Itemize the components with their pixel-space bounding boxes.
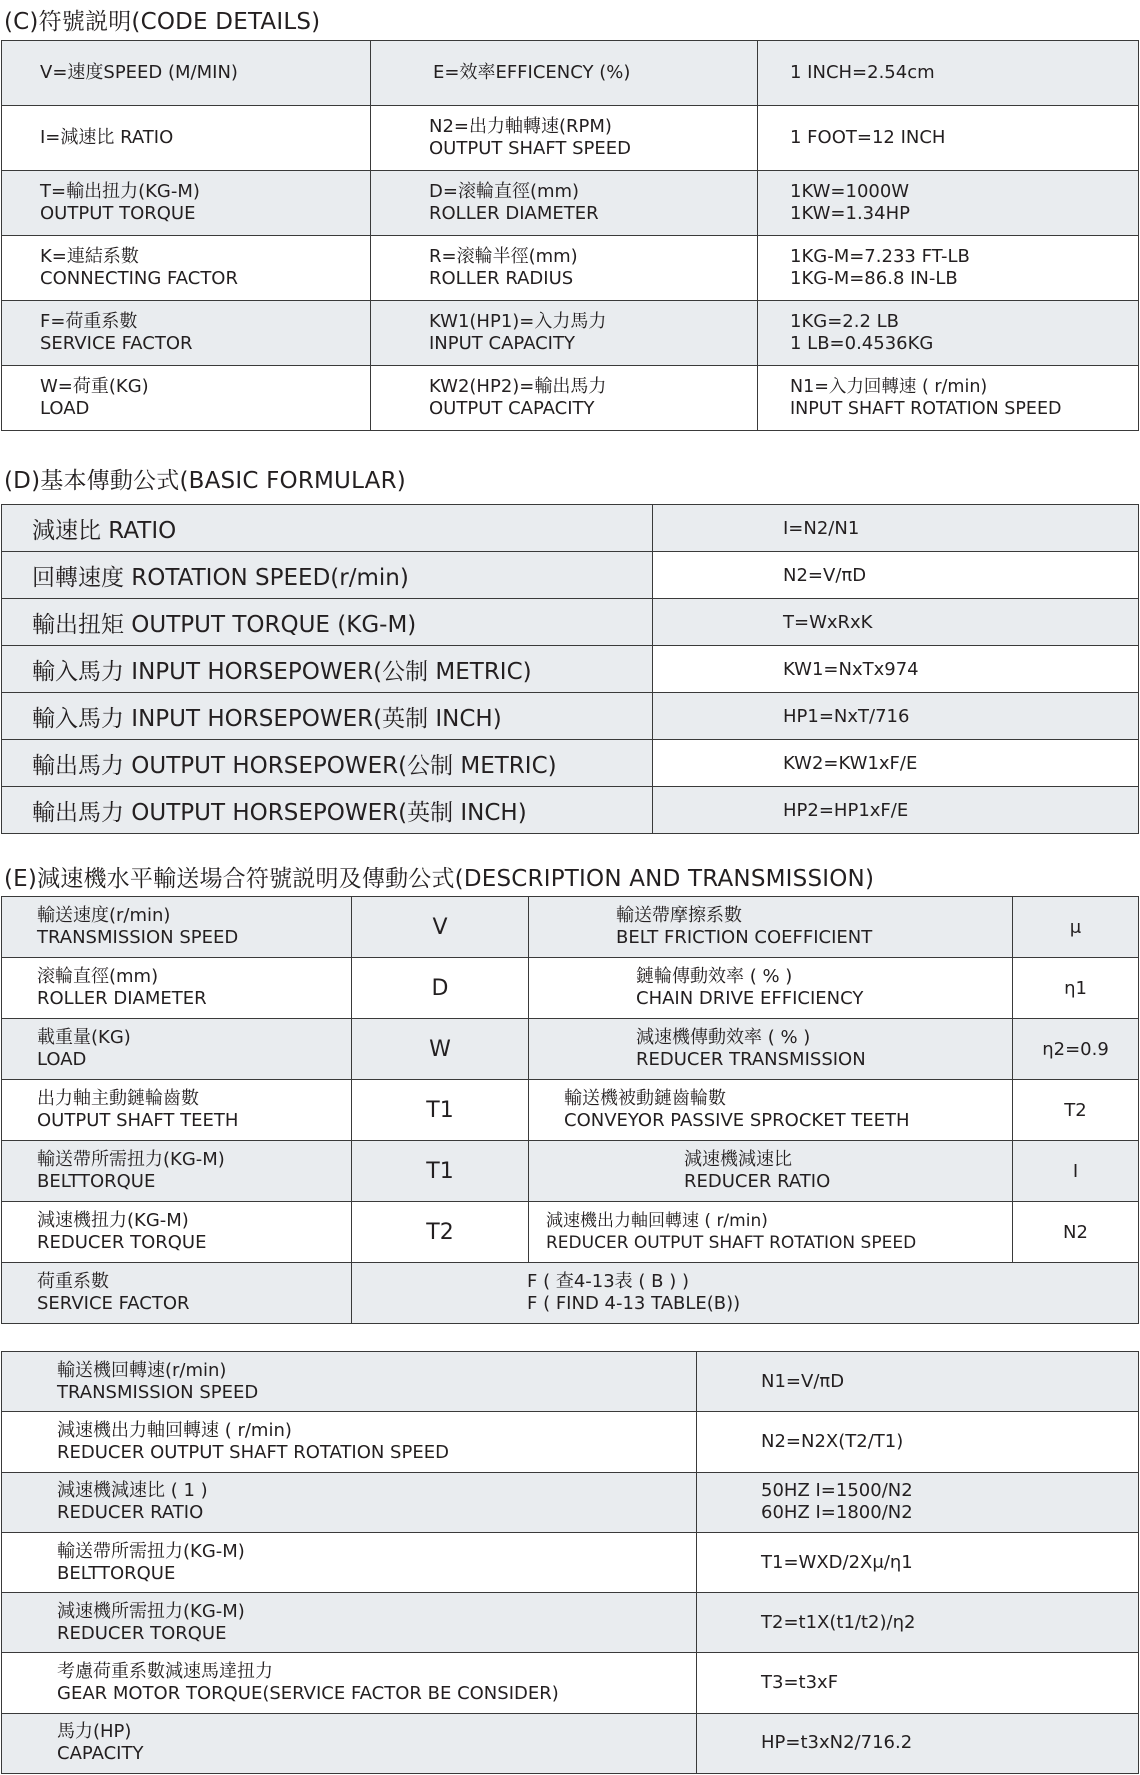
table-row: [2, 958, 1139, 1019]
symbol-cell: η1: [1013, 958, 1139, 1019]
cell-text: 輸送機回轉速(r/min): [57, 1359, 227, 1381]
cell-text: OUTPUT SHAFT SPEED: [429, 138, 631, 159]
conversion-cell: [758, 366, 1139, 431]
formula-value: KW1=NxTx974: [653, 646, 1139, 693]
cell-text: OUTPUT CAPACITY: [429, 398, 595, 419]
formula-value: [697, 1593, 1139, 1653]
cell-text: 1KW=1.34HP: [790, 203, 910, 224]
description-cell: [2, 897, 352, 958]
table-row: [2, 106, 1139, 171]
cell-text: 減速機減速比 ( 1 ): [57, 1480, 208, 1502]
table-row: [2, 1713, 1139, 1773]
table-row: [2, 366, 1139, 431]
description-cell: [2, 958, 352, 1019]
symbol-cell: V: [352, 897, 529, 958]
cell-text: N2=出力軸轉速(RPM): [429, 116, 612, 137]
formula-value: [697, 1653, 1139, 1713]
symbol-cell: W: [352, 1019, 529, 1080]
formula-value: [697, 1532, 1139, 1592]
conversion-cell: [758, 106, 1139, 171]
symbol-cell: T1: [352, 1080, 529, 1141]
table-row: [2, 505, 1139, 552]
cell-text: 50HZ I=1500/N2: [761, 1480, 913, 1502]
formula-label: [2, 1352, 697, 1412]
cell-text: T3=t3xF: [761, 1672, 839, 1694]
cell-text: 1KG-M=86.8 IN-LB: [790, 268, 958, 289]
transmission-formula-table: [1, 1351, 1139, 1774]
cell-text: F ( 查4-13表 ( B ) ): [527, 1271, 689, 1292]
description-cell: [2, 1202, 352, 1263]
cell-text: 輸送帶所需扭力(KG-M): [57, 1540, 245, 1562]
cell-text: OUTPUT SHAFT TEETH: [37, 1110, 239, 1131]
formula-label: 輸入馬力 INPUT HORSEPOWER(英制 INCH): [2, 693, 653, 740]
cell-text: E=效率EFFICENCY (%): [433, 62, 631, 83]
formula-label: [2, 1713, 697, 1773]
cell-text: 出力軸主動鏈輪齒數: [37, 1088, 199, 1109]
cell-text: INPUT CAPACITY: [429, 333, 575, 354]
symbol-cell: T1: [352, 1141, 529, 1202]
table-row: [2, 1532, 1139, 1592]
table-row: [2, 897, 1139, 958]
cell-text: REDUCER RATIO: [57, 1502, 204, 1524]
cell-text: REDUCER RATIO: [684, 1171, 831, 1192]
cell-text: 1 LB=0.4536KG: [790, 333, 934, 354]
code-cell: [2, 301, 371, 366]
cell-text: 滚輪直徑(mm): [37, 966, 159, 987]
formula-value: I=N2/N1: [653, 505, 1139, 552]
cell-text: ROLLER DIAMETER: [429, 203, 599, 224]
cell-text: ROLLER RADIUS: [429, 268, 574, 289]
conversion-cell: [758, 171, 1139, 236]
table-row: [2, 1141, 1139, 1202]
formula-label: 輸入馬力 INPUT HORSEPOWER(公制 METRIC): [2, 646, 653, 693]
symbol-cell: η2=0.9: [1013, 1019, 1139, 1080]
description-cell: [529, 1019, 1013, 1080]
cell-text: 1KG-M=7.233 FT-LB: [790, 246, 970, 267]
table-row: [2, 552, 1139, 599]
symbol-cell: D: [352, 958, 529, 1019]
cell-text: 1KW=1000W: [790, 181, 910, 202]
cell-text: TRANSMISSION SPEED: [57, 1381, 259, 1403]
symbol-cell: μ: [1013, 897, 1139, 958]
formula-value: [697, 1352, 1139, 1412]
table-row: [2, 1653, 1139, 1713]
cell-text: CHAIN DRIVE EFFICIENCY: [636, 988, 864, 1009]
cell-text: 鏈輪傳動效率 ( % ): [636, 966, 793, 987]
cell-text: N1=入力回轉速 ( r/min): [790, 377, 988, 397]
formula-label: 減速比 RATIO: [2, 505, 653, 552]
cell-text: CONNECTING FACTOR: [40, 268, 238, 289]
cell-text: N1=V/πD: [761, 1370, 845, 1392]
cell-text: REDUCER OUTPUT SHAFT ROTATION SPEED: [546, 1233, 917, 1253]
cell-text: KW2(HP2)=輸出馬力: [429, 376, 607, 397]
cell-text: I=減速比 RATIO: [40, 127, 174, 148]
cell-text: 1 FOOT=12 INCH: [790, 127, 946, 148]
symbol-cell: N2: [1013, 1202, 1139, 1263]
code-cell: [2, 106, 371, 171]
cell-text: 減速機出力軸回轉速 ( r/min): [546, 1211, 768, 1231]
cell-text: 減速機傳動效率 ( % ): [636, 1027, 811, 1048]
description-cell: [2, 1080, 352, 1141]
cell-text: HP=t3xN2/716.2: [761, 1732, 913, 1754]
conversion-cell: [758, 301, 1139, 366]
table-row: [2, 599, 1139, 646]
cell-text: 減速機所需扭力(KG-M): [57, 1600, 245, 1622]
cell-text: REDUCER TORQUE: [37, 1232, 207, 1253]
cell-text: REDUCER OUTPUT SHAFT ROTATION SPEED: [57, 1441, 449, 1463]
cell-text: T2=t1X(t1/t2)/η2: [761, 1611, 916, 1633]
cell-text: CONVEYOR PASSIVE SPROCKET TEETH: [564, 1110, 910, 1131]
table-row: [2, 693, 1139, 740]
description-cell: [529, 897, 1013, 958]
cell-text: CAPACITY: [57, 1743, 144, 1765]
description-cell: [2, 1019, 352, 1080]
cell-text: 減速機扭力(KG-M): [37, 1210, 189, 1231]
cell-text: 減速機出力軸回轉速 ( r/min): [57, 1419, 292, 1441]
cell-text: D=滚輪直徑(mm): [429, 181, 580, 202]
cell-text: K=連結系數: [40, 246, 139, 267]
cell-text: GEAR MOTOR TORQUE(SERVICE FACTOR BE CONSIDER): [57, 1683, 559, 1705]
formula-value: [697, 1472, 1139, 1532]
cell-text: BELTTORQUE: [57, 1562, 176, 1584]
cell-text: 1KG=2.2 LB: [790, 311, 900, 332]
table-row: [2, 740, 1139, 787]
formula-label: [2, 1653, 697, 1713]
cell-text: 載重量(KG): [37, 1027, 131, 1048]
formula-value: [697, 1412, 1139, 1472]
cell-text: LOAD: [40, 398, 90, 419]
table-row: [2, 1202, 1139, 1263]
code-details-table: [1, 40, 1139, 431]
cell-text: 60HZ I=1800/N2: [761, 1502, 913, 1524]
cell-text: LOAD: [37, 1049, 87, 1070]
formula-label: 輸出馬力 OUTPUT HORSEPOWER(公制 METRIC): [2, 740, 653, 787]
table-row: [2, 301, 1139, 366]
cell-text: N2=N2X(T2/T1): [761, 1430, 904, 1452]
code-cell: [2, 236, 371, 301]
table-row: [2, 1593, 1139, 1653]
section-e-title: (E)減速機水平輸送場合符號説明及傳動公式(DESCRIPTION AND TRANSMISSION): [4, 866, 875, 892]
description-cell: [529, 958, 1013, 1019]
formula-value: [697, 1713, 1139, 1773]
table-row: [2, 1080, 1139, 1141]
description-transmission-table: [1, 896, 1139, 1324]
cell-text: T=輸出扭力(KG-M): [40, 181, 200, 202]
table-row: [2, 1472, 1139, 1532]
code-cell: [371, 106, 758, 171]
cell-text: SERVICE FACTOR: [37, 1293, 190, 1314]
cell-text: REDUCER TORQUE: [57, 1622, 227, 1644]
cell-text: 輸送帶所需扭力(KG-M): [37, 1149, 225, 1170]
cell-text: BELTTORQUE: [37, 1171, 156, 1192]
table-row: [2, 236, 1139, 301]
cell-text: ROLLER DIAMETER: [37, 988, 207, 1009]
conversion-cell: [758, 236, 1139, 301]
basic-formula-table: [1, 504, 1139, 834]
symbol-cell: T2: [1013, 1080, 1139, 1141]
cell-text: V=速度SPEED (M/MIN): [40, 62, 238, 83]
code-cell: [371, 171, 758, 236]
cell-text: F ( FIND 4-13 TABLE(B)): [527, 1293, 741, 1314]
formula-value: HP2=HP1xF/E: [653, 787, 1139, 834]
cell-text: INPUT SHAFT ROTATION SPEED: [790, 399, 1062, 419]
formula-label: 回轉速度 ROTATION SPEED(r/min): [2, 552, 653, 599]
table-row: [2, 1352, 1139, 1412]
cell-text: 減速機減速比: [684, 1149, 792, 1170]
formula-label: [2, 1532, 697, 1592]
cell-text: 馬力(HP): [57, 1721, 132, 1743]
cell-text: 輸送機被動鏈齒輪數: [564, 1088, 726, 1109]
formula-label: [2, 1412, 697, 1472]
cell-text: 1 INCH=2.54cm: [790, 62, 935, 83]
cell-text: T1=WXD/2Xμ/η1: [761, 1551, 913, 1573]
cell-text: OUTPUT TORQUE: [40, 203, 196, 224]
cell-text: 考慮荷重系數減速馬達扭力: [57, 1661, 273, 1683]
formula-value: KW2=KW1xF/E: [653, 740, 1139, 787]
service-factor-label: [2, 1263, 352, 1324]
code-cell: [371, 236, 758, 301]
cell-text: W=荷重(KG): [40, 376, 149, 397]
formula-value: T=WxRxK: [653, 599, 1139, 646]
description-cell: [529, 1080, 1013, 1141]
table-row: [2, 646, 1139, 693]
table-row: [2, 787, 1139, 834]
section-c-title: (C)符號説明(CODE DETAILS): [4, 9, 321, 35]
formula-value: N2=V/πD: [653, 552, 1139, 599]
cell-text: 荷重系數: [37, 1271, 109, 1292]
cell-text: BELT FRICTION COEFFICIENT: [616, 927, 873, 948]
code-cell: [371, 41, 758, 106]
symbol-cell: T2: [352, 1202, 529, 1263]
description-cell: [529, 1141, 1013, 1202]
code-cell: [2, 366, 371, 431]
formula-value: HP1=NxT/716: [653, 693, 1139, 740]
cell-text: SERVICE FACTOR: [40, 333, 193, 354]
cell-text: 輸送速度(r/min): [37, 905, 171, 926]
conversion-cell: [758, 41, 1139, 106]
code-cell: [2, 171, 371, 236]
cell-text: TRANSMISSION SPEED: [37, 927, 239, 948]
cell-text: 輸送帶摩擦系數: [616, 905, 742, 926]
section-d-title: (D)基本傳動公式(BASIC FORMULAR): [4, 468, 406, 494]
code-cell: [371, 366, 758, 431]
cell-text: F=荷重系數: [40, 311, 138, 332]
formula-label: [2, 1472, 697, 1532]
formula-label: 輸出馬力 OUTPUT HORSEPOWER(英制 INCH): [2, 787, 653, 834]
description-cell: [529, 1202, 1013, 1263]
table-row: [2, 171, 1139, 236]
code-cell: [2, 41, 371, 106]
code-cell: [371, 301, 758, 366]
table-row: [2, 1019, 1139, 1080]
formula-label: 輸出扭矩 OUTPUT TORQUE (KG-M): [2, 599, 653, 646]
table-row: [2, 41, 1139, 106]
service-factor-value: [352, 1263, 1139, 1324]
symbol-cell: I: [1013, 1141, 1139, 1202]
description-cell: [2, 1141, 352, 1202]
table-row: [2, 1412, 1139, 1472]
cell-text: R=滚輪半徑(mm): [429, 246, 578, 267]
cell-text: KW1(HP1)=入力馬力: [429, 311, 607, 332]
formula-label: [2, 1593, 697, 1653]
table-row: [2, 1263, 1139, 1324]
cell-text: REDUCER TRANSMISSION: [636, 1049, 866, 1070]
